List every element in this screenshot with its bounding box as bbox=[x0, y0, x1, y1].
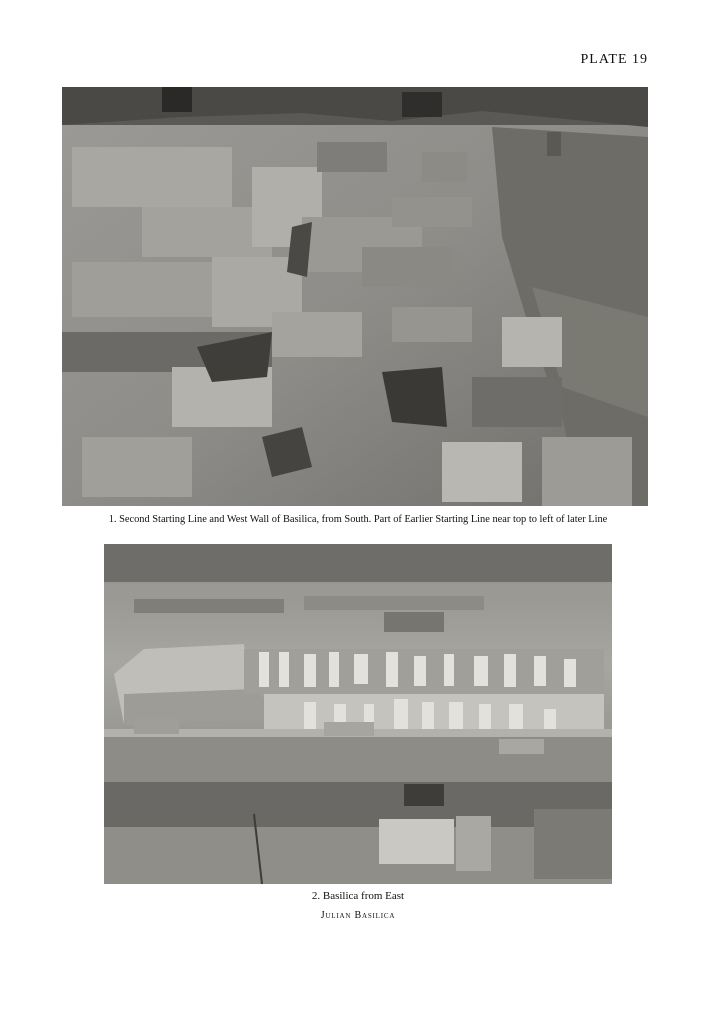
photo-starting-line-west-wall bbox=[62, 87, 648, 506]
plate-credit: Julian Basilica bbox=[320, 910, 396, 921]
plate-number: PLATE 19 bbox=[580, 52, 648, 67]
photo-basilica-from-east bbox=[104, 544, 612, 884]
figure-2-caption: 2. Basilica from East bbox=[311, 890, 405, 902]
figure-1-caption: 1. Second Starting Line and West Wall of Basilica, from South. Part of Earlier Starting Line near top to left of later Line bbox=[108, 514, 608, 525]
